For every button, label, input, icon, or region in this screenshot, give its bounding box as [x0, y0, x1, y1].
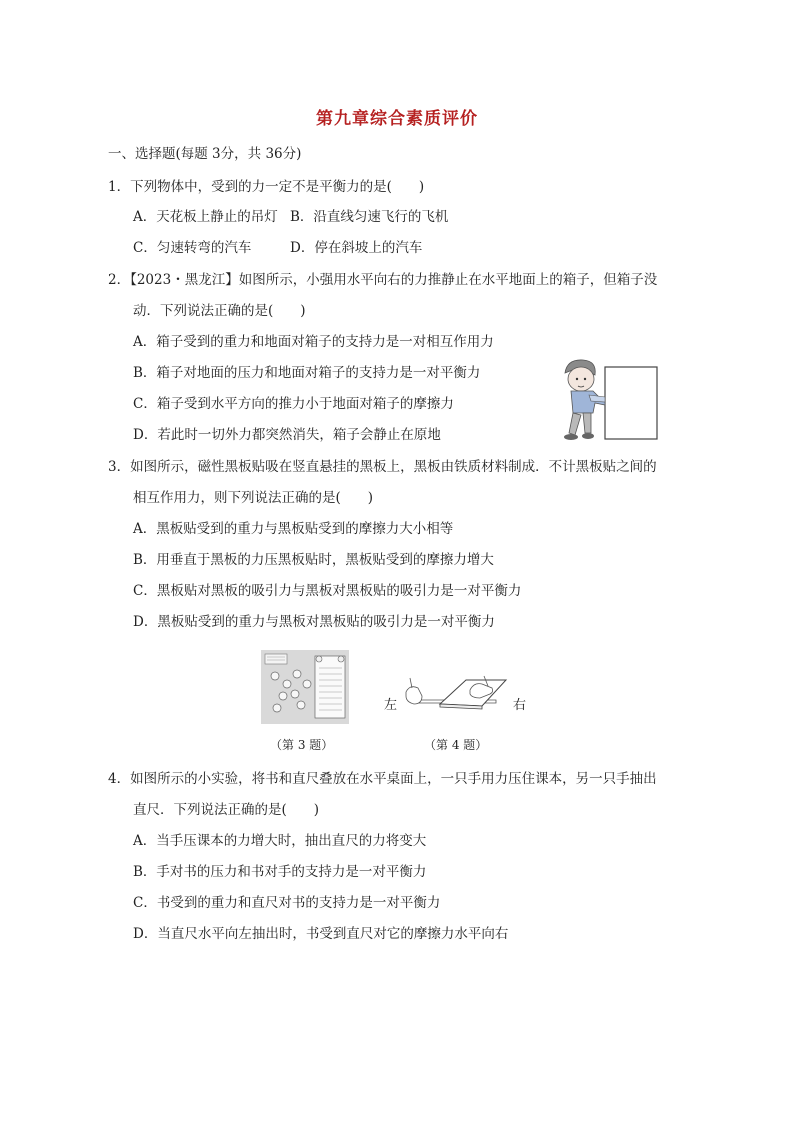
- question-2-stem-line2: 动．下列说法正确的是( ): [133, 303, 306, 319]
- question-4-option-b: B．手对书的压力和书对手的支持力是一对平衡力: [133, 864, 427, 880]
- question-1-option-b: B．沿直线匀速飞行的飞机: [290, 209, 449, 225]
- question-1-option-d: D．停在斜坡上的汽车: [290, 240, 423, 256]
- question-4-option-a: A．当手压课本的力增大时，抽出直尺的力将变大: [133, 833, 427, 849]
- fig3-caption: （第 3 题）: [270, 738, 334, 752]
- question-2-stem-line1: 2．【2023・黑龙江】如图所示，小强用水平向右的力推静止在水平地面上的箱子，但箱子没: [108, 272, 658, 288]
- question-3-stem-line1: 3．如图所示，磁性黑板贴吸在竖直悬挂的黑板上，黑板由铁质材料制成．不计黑板贴之间的: [108, 459, 657, 475]
- question-4-option-c: C．书受到的重力和直尺对书的支持力是一对平衡力: [133, 895, 441, 911]
- section-heading: 一、选择题(每题 3分，共 36分): [108, 146, 302, 162]
- fig4-right-label: 右: [513, 698, 527, 713]
- book-ruler-figure: [400, 668, 512, 718]
- blackboard-magnets-figure: [261, 650, 349, 724]
- fig4-left-label: 左: [384, 698, 398, 713]
- question-2-option-d: D．若此时一切外力都突然消失，箱子会静止在原地: [133, 427, 441, 443]
- question-2-option-c: C．箱子受到水平方向的推力小于地面对箱子的摩擦力: [133, 396, 454, 412]
- question-2-option-a: A．箱子受到的重力和地面对箱子的支持力是一对相互作用力: [133, 334, 494, 350]
- question-3-option-d: D．黑板贴受到的重力与黑板对黑板贴的吸引力是一对平衡力: [133, 614, 495, 630]
- question-2-option-b: B．箱子对地面的压力和地面对箱子的支持力是一对平衡力: [133, 365, 481, 381]
- question-1-option-a: A．天花板上静止的吊灯: [133, 209, 278, 225]
- question-3-option-a: A．黑板贴受到的重力与黑板贴受到的摩擦力大小相等: [133, 521, 454, 537]
- page-title: 第九章综合素质评价: [316, 109, 478, 129]
- boy-pushing-box-figure: [555, 355, 665, 443]
- question-4-stem-line1: 4．如图所示的小实验，将书和直尺叠放在水平桌面上，一只手用力压住课本，另一只手抽出: [108, 771, 657, 787]
- question-4-option-d: D．当直尺水平向左抽出时，书受到直尺对它的摩擦力水平向右: [133, 926, 509, 942]
- question-1-option-c: C．匀速转弯的汽车: [133, 240, 252, 256]
- fig4-caption: （第 4 题）: [424, 738, 488, 752]
- question-4-stem-line2: 直尺．下列说法正确的是( ): [133, 802, 320, 818]
- question-3-option-c: C．黑板贴对黑板的吸引力与黑板对黑板贴的吸引力是一对平衡力: [133, 583, 522, 599]
- question-1-stem: 1．下列物体中，受到的力一定不是平衡力的是( ): [108, 179, 425, 195]
- question-3-stem-line2: 相互作用力，则下列说法正确的是( ): [133, 490, 374, 506]
- question-3-option-b: B．用垂直于黑板的力压黑板贴时，黑板贴受到的摩擦力增大: [133, 552, 494, 568]
